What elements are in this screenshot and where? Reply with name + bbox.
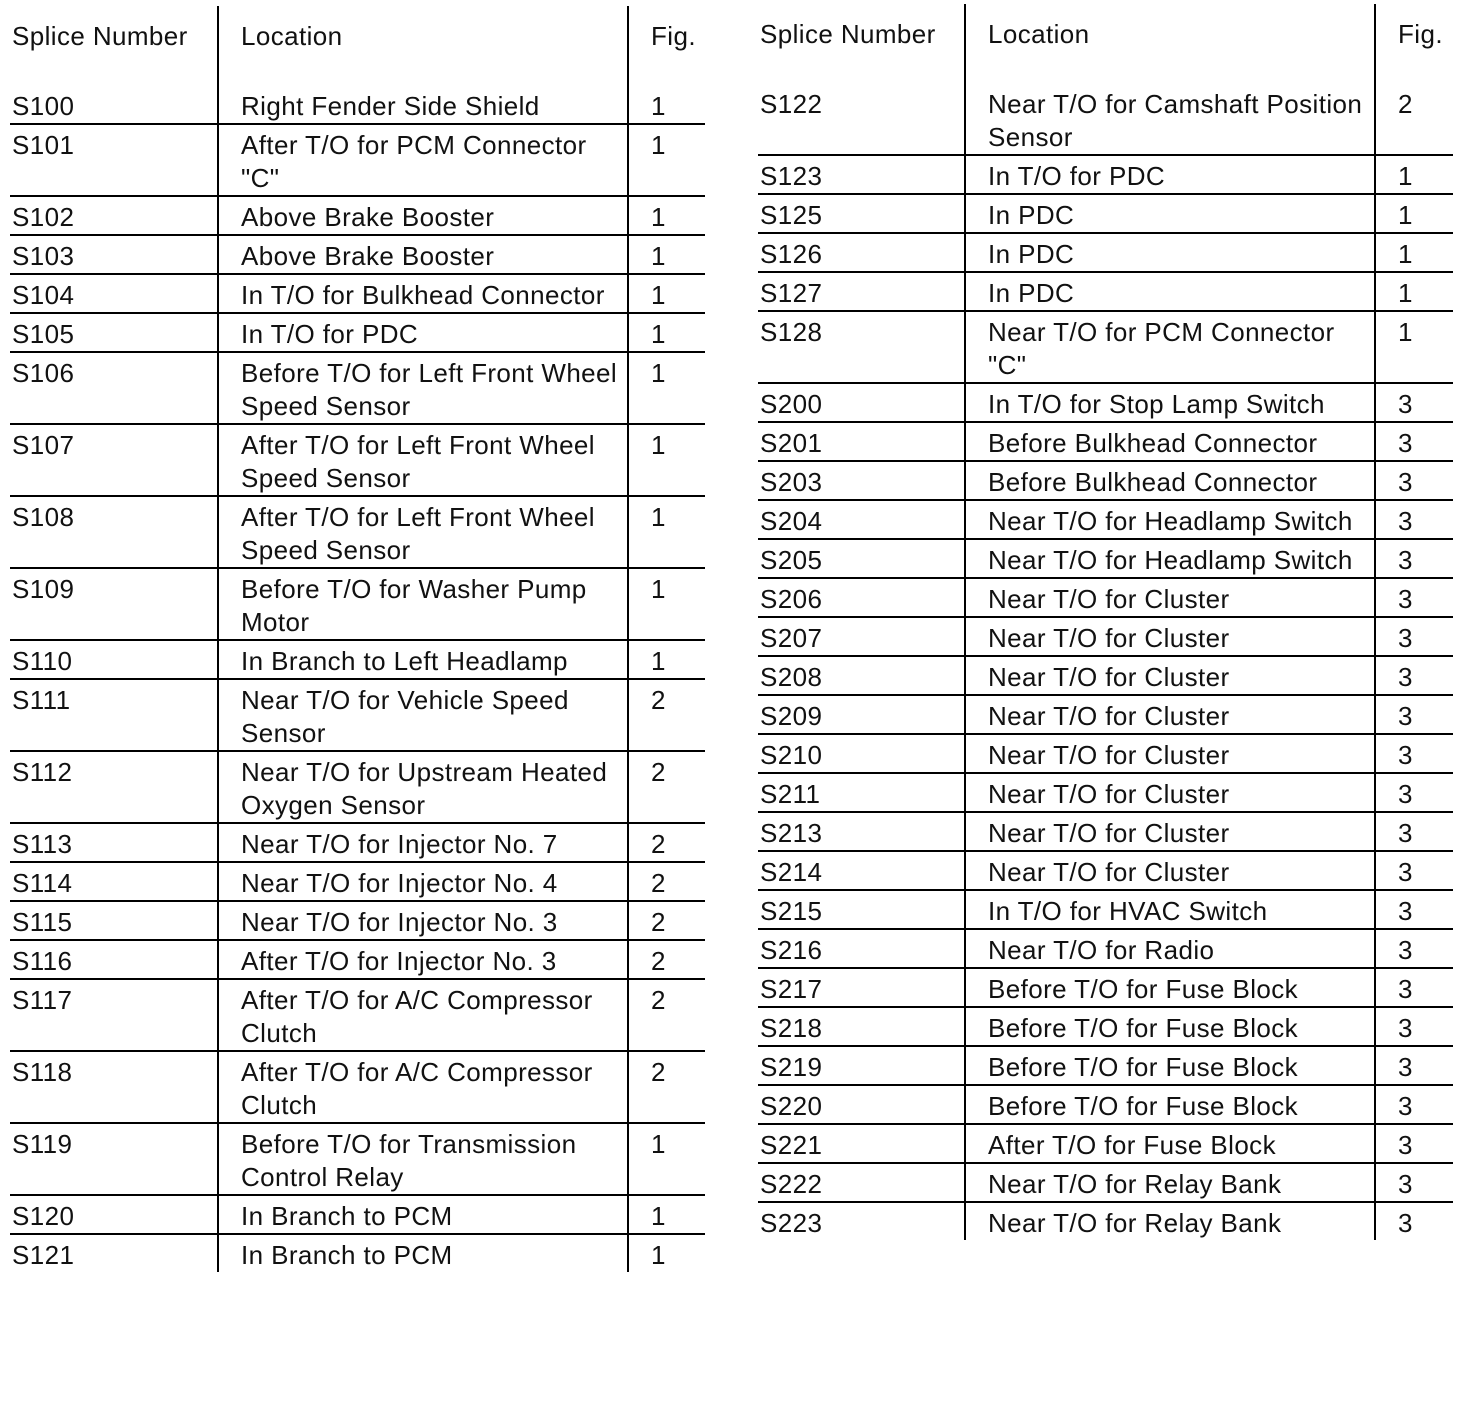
fig-cell: 3 <box>1375 383 1453 422</box>
table-row <box>10 235 705 274</box>
splice-table-left <box>10 6 705 1272</box>
splice-number-cell: S222 <box>760 1169 823 1199</box>
splice-number-cell: S104 <box>12 280 75 310</box>
table-row <box>758 155 1453 194</box>
table-row <box>758 734 1453 773</box>
splice-number-cell: S217 <box>760 974 823 1004</box>
table-row <box>10 1234 705 1272</box>
splice-number-cell: S223 <box>760 1208 823 1238</box>
fig-cell: 3 <box>1375 968 1453 1007</box>
fig-cell: 1 <box>1375 194 1453 233</box>
table-row <box>10 274 705 313</box>
location-cell: Near T/O for Cluster <box>965 773 1375 812</box>
table-row <box>10 1123 705 1195</box>
table-row <box>758 1046 1453 1085</box>
fig-cell: 1 <box>628 496 705 568</box>
table-row <box>758 272 1453 311</box>
fig-cell: 2 <box>628 751 705 823</box>
table-row <box>758 233 1453 272</box>
location-cell: Near T/O for Injector No. 7 <box>218 823 628 862</box>
table-row <box>10 901 705 940</box>
splice-number-cell: S127 <box>760 278 823 308</box>
location-cell: After T/O for Injector No. 3 <box>218 940 628 979</box>
splice-number-cell: S118 <box>12 1057 73 1087</box>
location-cell: Near T/O for Injector No. 4 <box>218 862 628 901</box>
table-row <box>10 979 705 1051</box>
splice-number-cell: S108 <box>12 502 75 532</box>
location-cell: After T/O for Fuse Block <box>965 1124 1375 1163</box>
fig-cell: 3 <box>1375 656 1453 695</box>
splice-number-cell: S128 <box>760 317 823 347</box>
table-row <box>758 539 1453 578</box>
fig-cell: 2 <box>628 679 705 751</box>
splice-number-cell: S219 <box>760 1052 823 1082</box>
splice-number-cell: S109 <box>12 574 75 604</box>
table-row <box>758 695 1453 734</box>
location-cell: After T/O for A/C Compressor Clutch <box>218 979 628 1051</box>
fig-cell: 3 <box>1375 1085 1453 1124</box>
location-cell: In T/O for PDC <box>965 155 1375 194</box>
table-row <box>10 862 705 901</box>
location-cell: In T/O for PDC <box>218 313 628 352</box>
table-row <box>10 496 705 568</box>
location-cell: In Branch to PCM <box>218 1234 628 1272</box>
splice-number-cell: S120 <box>12 1201 75 1231</box>
splice-number-cell: S101 <box>12 130 75 160</box>
location-cell: Near T/O for Relay Bank <box>965 1163 1375 1202</box>
location-cell: In Branch to PCM <box>218 1195 628 1234</box>
location-cell: Near T/O for Cluster <box>965 617 1375 656</box>
location-cell: Near T/O for Cluster <box>965 812 1375 851</box>
table-row <box>10 640 705 679</box>
table-row <box>10 313 705 352</box>
splice-number-cell: S203 <box>760 467 823 497</box>
table-row <box>758 1085 1453 1124</box>
splice-number-cell: S206 <box>760 584 823 614</box>
location-cell: Near T/O for Injector No. 3 <box>218 901 628 940</box>
location-cell: Before Bulkhead Connector <box>965 422 1375 461</box>
location-cell: In PDC <box>965 233 1375 272</box>
fig-cell: 1 <box>1375 155 1453 194</box>
table-row <box>758 617 1453 656</box>
fig-cell: 2 <box>1375 84 1453 155</box>
splice-number-cell: S218 <box>760 1013 823 1043</box>
table-row <box>10 424 705 496</box>
location-cell: Near T/O for Cluster <box>965 578 1375 617</box>
location-cell: After T/O for A/C Compressor Clutch <box>218 1051 628 1123</box>
splice-number-cell: S116 <box>12 946 73 976</box>
location-cell: After T/O for Left Front Wheel Speed Sensor <box>218 424 628 496</box>
location-cell: Right Fender Side Shield <box>218 86 628 124</box>
splice-number-cell: S111 <box>12 685 71 715</box>
splice-number-cell: S115 <box>12 907 73 937</box>
splice-number-cell: S216 <box>760 935 823 965</box>
location-cell: Near T/O for Headlamp Switch <box>965 500 1375 539</box>
fig-cell: 3 <box>1375 461 1453 500</box>
header-row <box>758 4 1453 84</box>
table-row <box>10 1051 705 1123</box>
table-row <box>758 578 1453 617</box>
location-cell: Near T/O for Relay Bank <box>965 1202 1375 1240</box>
fig-cell: 3 <box>1375 929 1453 968</box>
fig-cell: 1 <box>1375 233 1453 272</box>
splice-number-cell: S125 <box>760 200 823 230</box>
fig-cell: 2 <box>628 979 705 1051</box>
fig-cell: 1 <box>1375 272 1453 311</box>
fig-cell: 3 <box>1375 695 1453 734</box>
fig-cell: 3 <box>1375 734 1453 773</box>
location-cell: In PDC <box>965 272 1375 311</box>
fig-cell: 3 <box>1375 851 1453 890</box>
location-cell: Near T/O for Cluster <box>965 656 1375 695</box>
table-row <box>758 383 1453 422</box>
splice-number-cell: S204 <box>760 506 823 536</box>
header-splice-number: Splice Number <box>12 21 188 51</box>
location-cell: In T/O for HVAC Switch <box>965 890 1375 929</box>
location-cell: In T/O for Stop Lamp Switch <box>965 383 1375 422</box>
fig-cell: 3 <box>1375 500 1453 539</box>
location-cell: Near T/O for Cluster <box>965 734 1375 773</box>
location-cell: In Branch to Left Headlamp <box>218 640 628 679</box>
splice-number-cell: S205 <box>760 545 823 575</box>
fig-cell: 3 <box>1375 539 1453 578</box>
splice-number-cell: S122 <box>760 89 823 119</box>
fig-cell: 1 <box>628 352 705 424</box>
splice-number-cell: S114 <box>12 868 73 898</box>
table-row <box>758 968 1453 1007</box>
fig-cell: 3 <box>1375 1007 1453 1046</box>
splice-number-cell: S117 <box>12 985 73 1015</box>
fig-cell: 3 <box>1375 1202 1453 1240</box>
header-location: Location <box>965 4 1375 84</box>
fig-cell: 3 <box>1375 890 1453 929</box>
location-cell: Near T/O for PCM Connector "C" <box>965 311 1375 383</box>
fig-cell: 1 <box>628 86 705 124</box>
fig-cell: 1 <box>628 124 705 196</box>
header-row <box>10 6 705 86</box>
fig-cell: 1 <box>628 235 705 274</box>
splice-number-cell: S221 <box>760 1130 823 1160</box>
table-row <box>758 851 1453 890</box>
table-row <box>758 1124 1453 1163</box>
fig-cell: 1 <box>628 313 705 352</box>
location-cell: Before T/O for Transmission Control Relay <box>218 1123 628 1195</box>
splice-number-cell: S126 <box>760 239 823 269</box>
location-cell: In PDC <box>965 194 1375 233</box>
splice-table-right <box>758 4 1453 1240</box>
location-cell: Near T/O for Headlamp Switch <box>965 539 1375 578</box>
splice-number-cell: S112 <box>12 757 73 787</box>
table-row <box>10 679 705 751</box>
fig-cell: 3 <box>1375 1046 1453 1085</box>
splice-number-cell: S210 <box>760 740 823 770</box>
table-row <box>758 773 1453 812</box>
header-splice-number: Splice Number <box>760 19 936 49</box>
fig-cell: 3 <box>1375 773 1453 812</box>
table-row <box>10 196 705 235</box>
fig-cell: 1 <box>628 640 705 679</box>
table-row <box>758 422 1453 461</box>
splice-number-cell: S103 <box>12 241 75 271</box>
location-cell: Near T/O for Radio <box>965 929 1375 968</box>
fig-cell: 1 <box>628 274 705 313</box>
location-cell: Above Brake Booster <box>218 235 628 274</box>
fig-cell: 3 <box>1375 422 1453 461</box>
fig-cell: 1 <box>628 568 705 640</box>
location-cell: Near T/O for Camshaft Position Sensor <box>965 84 1375 155</box>
splice-number-cell: S214 <box>760 857 823 887</box>
splice-number-cell: S207 <box>760 623 823 653</box>
location-cell: Near T/O for Vehicle Speed Sensor <box>218 679 628 751</box>
fig-cell: 2 <box>628 823 705 862</box>
location-cell: Near T/O for Cluster <box>965 851 1375 890</box>
location-cell: Before T/O for Fuse Block <box>965 968 1375 1007</box>
table-row <box>10 568 705 640</box>
splice-number-cell: S113 <box>12 829 73 859</box>
splice-number-cell: S215 <box>760 896 823 926</box>
splice-number-cell: S213 <box>760 818 823 848</box>
table-row <box>758 812 1453 851</box>
location-cell: Near T/O for Cluster <box>965 695 1375 734</box>
fig-cell: 2 <box>628 940 705 979</box>
splice-number-cell: S119 <box>12 1129 73 1159</box>
location-cell: Above Brake Booster <box>218 196 628 235</box>
table-row <box>758 84 1453 155</box>
location-cell: In T/O for Bulkhead Connector <box>218 274 628 313</box>
fig-cell: 3 <box>1375 812 1453 851</box>
table-row <box>758 194 1453 233</box>
fig-cell: 3 <box>1375 1163 1453 1202</box>
location-cell: Before Bulkhead Connector <box>965 461 1375 500</box>
table-row <box>758 1007 1453 1046</box>
table-row <box>10 86 705 124</box>
header-fig: Fig. <box>628 6 705 86</box>
fig-cell: 3 <box>1375 617 1453 656</box>
location-cell: Before T/O for Fuse Block <box>965 1046 1375 1085</box>
table-row <box>758 311 1453 383</box>
table-row <box>758 1202 1453 1240</box>
splice-number-cell: S211 <box>760 779 821 809</box>
location-cell: After T/O for PCM Connector "C" <box>218 124 628 196</box>
location-cell: Before T/O for Fuse Block <box>965 1085 1375 1124</box>
location-cell: Near T/O for Upstream Heated Oxygen Sensor <box>218 751 628 823</box>
splice-number-cell: S102 <box>12 202 75 232</box>
splice-number-cell: S200 <box>760 389 823 419</box>
splice-number-cell: S106 <box>12 358 75 388</box>
fig-cell: 1 <box>628 1234 705 1272</box>
header-fig: Fig. <box>1375 4 1453 84</box>
fig-cell: 2 <box>628 862 705 901</box>
table-row <box>10 1195 705 1234</box>
table-row <box>758 461 1453 500</box>
splice-number-cell: S220 <box>760 1091 823 1121</box>
splice-number-cell: S123 <box>760 161 823 191</box>
fig-cell: 2 <box>628 1051 705 1123</box>
fig-cell: 2 <box>628 901 705 940</box>
splice-number-cell: S110 <box>12 646 73 676</box>
table-row <box>10 124 705 196</box>
fig-cell: 1 <box>628 196 705 235</box>
splice-number-cell: S100 <box>12 91 75 121</box>
splice-number-cell: S105 <box>12 319 75 349</box>
fig-cell: 3 <box>1375 1124 1453 1163</box>
location-cell: After T/O for Left Front Wheel Speed Sensor <box>218 496 628 568</box>
splice-number-cell: S121 <box>12 1240 75 1270</box>
table-row <box>758 500 1453 539</box>
fig-cell: 1 <box>628 1195 705 1234</box>
location-cell: Before T/O for Fuse Block <box>965 1007 1375 1046</box>
splice-number-cell: S208 <box>760 662 823 692</box>
splice-number-cell: S201 <box>760 428 823 458</box>
table-row <box>758 929 1453 968</box>
table-row <box>10 940 705 979</box>
table-row <box>758 656 1453 695</box>
fig-cell: 3 <box>1375 578 1453 617</box>
table-row <box>758 890 1453 929</box>
location-cell: Before T/O for Washer Pump Motor <box>218 568 628 640</box>
table-row <box>10 751 705 823</box>
splice-number-cell: S107 <box>12 430 75 460</box>
fig-cell: 1 <box>1375 311 1453 383</box>
fig-cell: 1 <box>628 424 705 496</box>
table-row <box>758 1163 1453 1202</box>
header-location: Location <box>218 6 628 86</box>
location-cell: Before T/O for Left Front Wheel Speed Sensor <box>218 352 628 424</box>
fig-cell: 1 <box>628 1123 705 1195</box>
table-row <box>10 352 705 424</box>
table-row <box>10 823 705 862</box>
splice-number-cell: S209 <box>760 701 823 731</box>
